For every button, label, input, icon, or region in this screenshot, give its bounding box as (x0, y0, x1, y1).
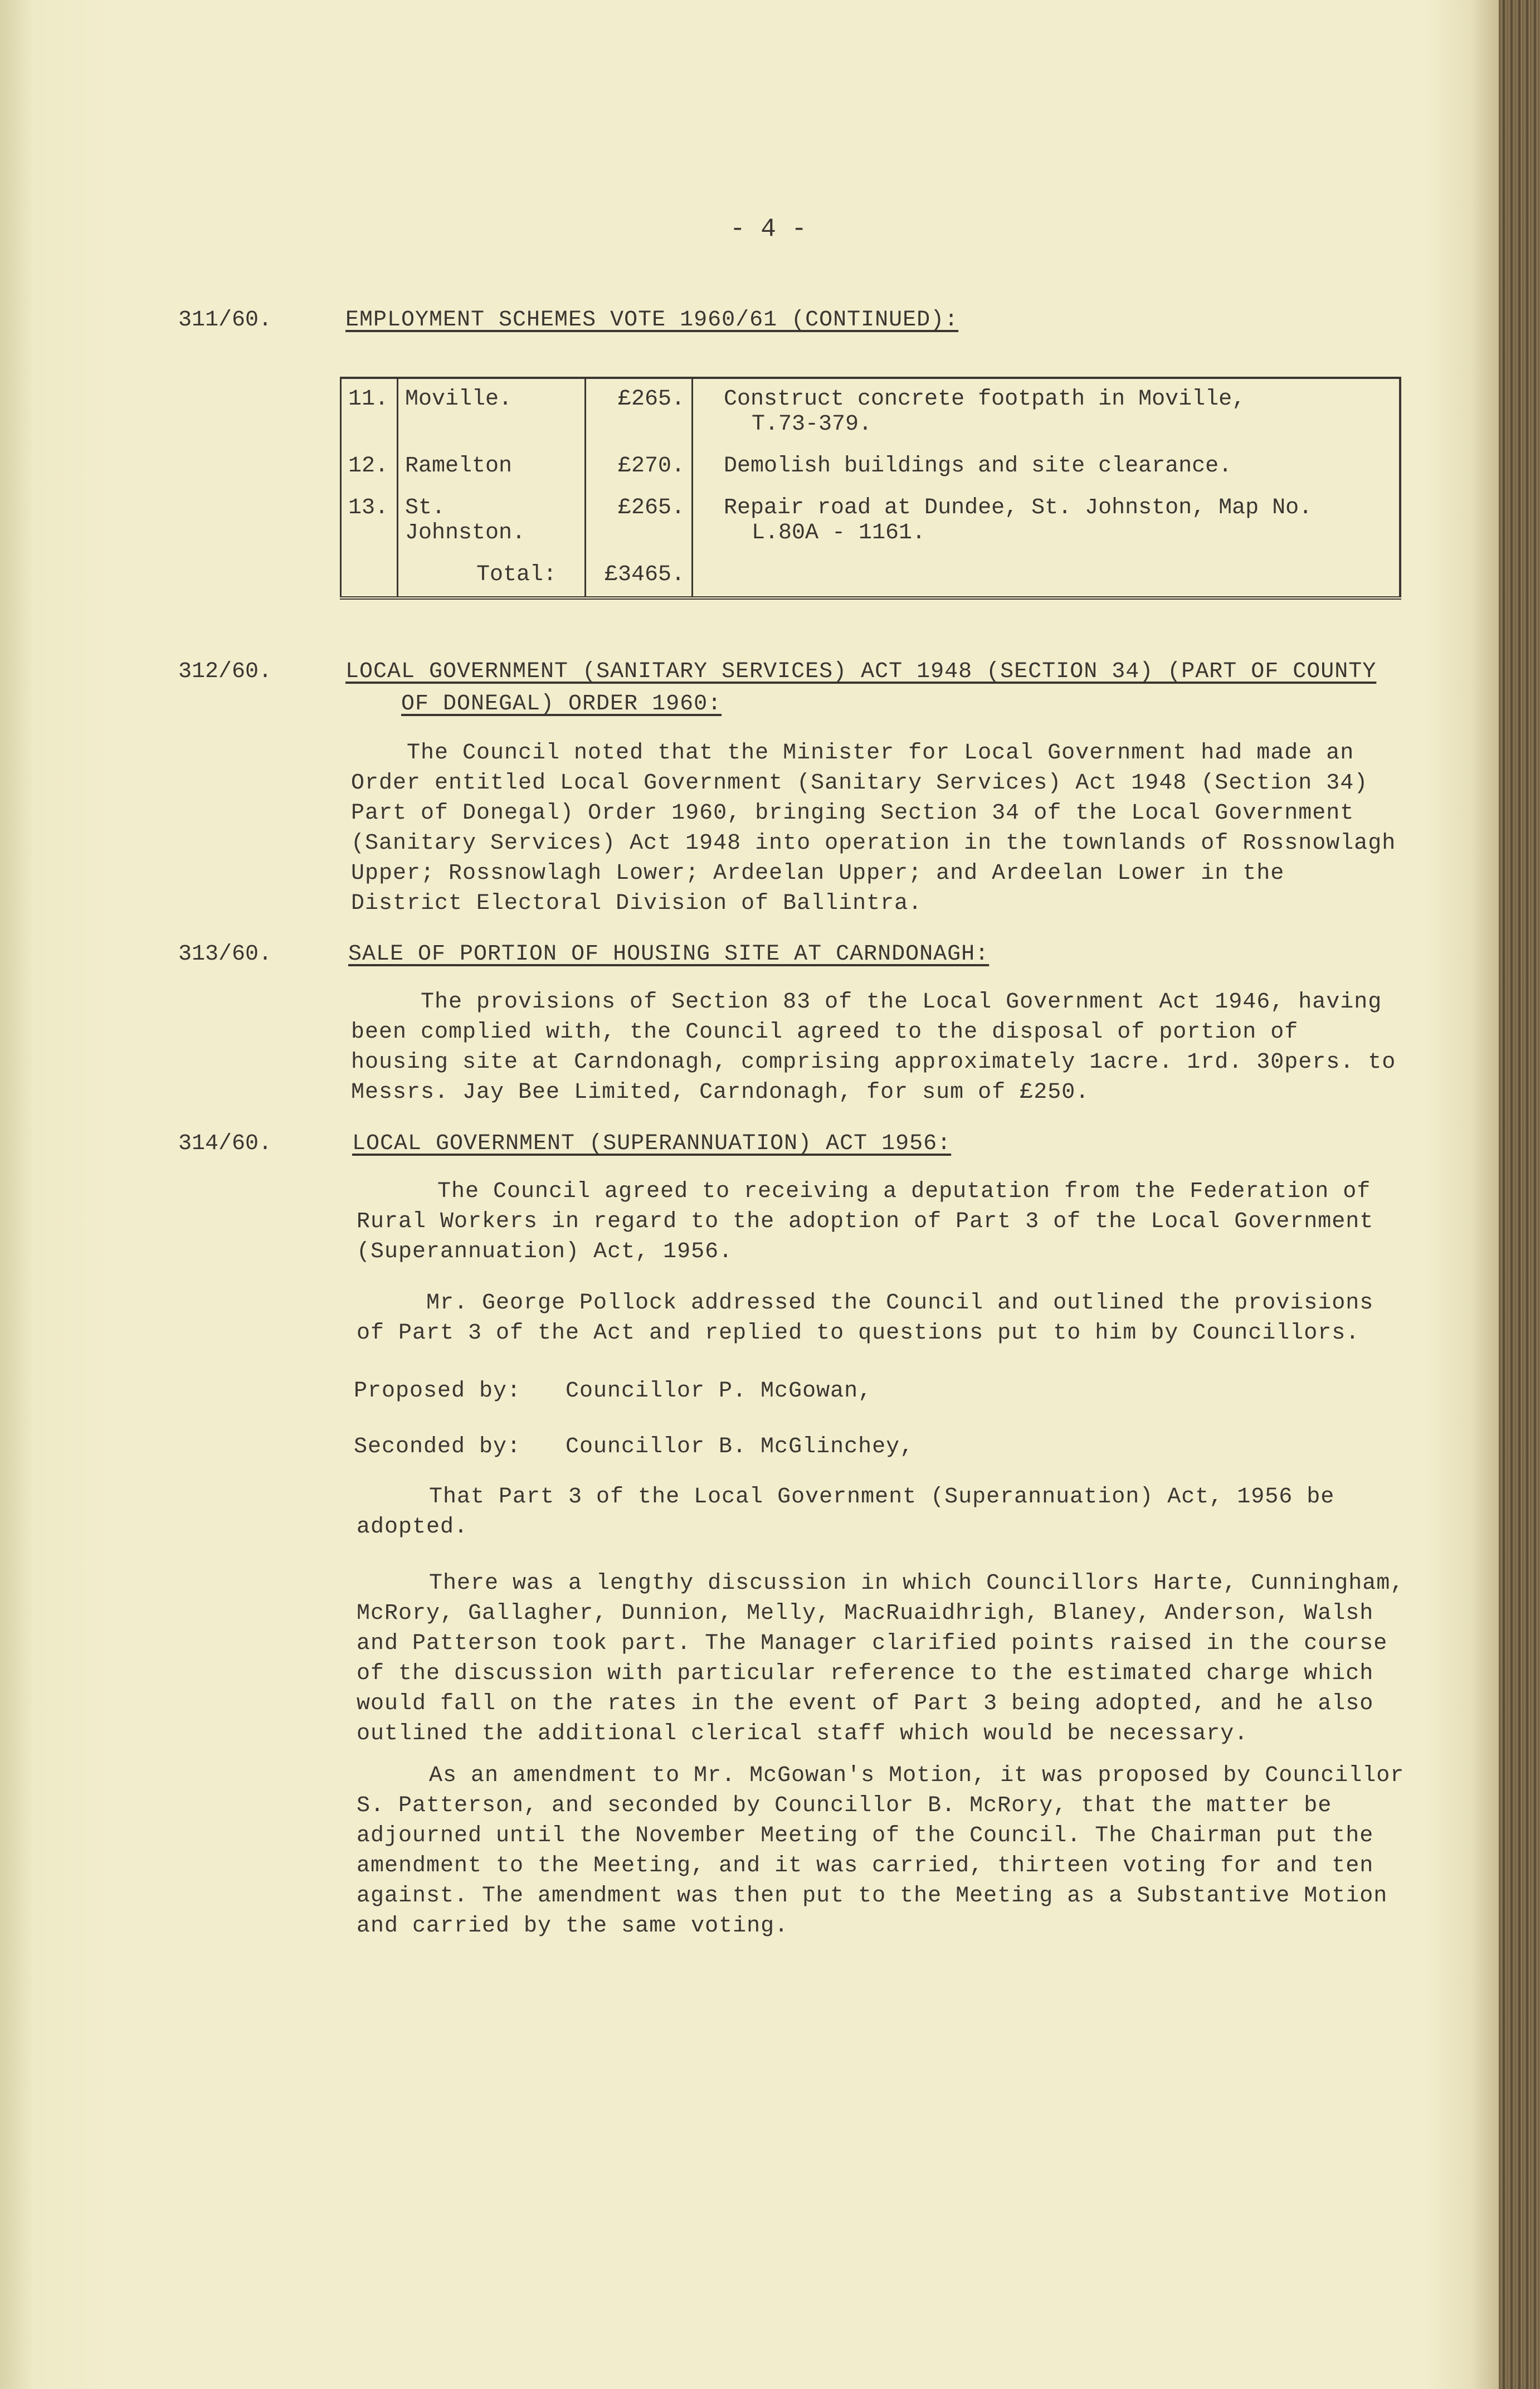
row-description (693, 488, 1401, 554)
seconded-label: Seconded by: (354, 1434, 522, 1459)
minute-heading-312-line1: LOCAL GOVERNMENT (SANITARY SERVICES) ACT 1948 (SECTION 34) (PART OF COUNTY (345, 659, 1377, 684)
minute-heading-311: EMPLOYMENT SCHEMES VOTE 1960/61 (CONTINUED): (345, 308, 959, 333)
minute-number-313: 313/60. (178, 942, 272, 967)
schemes-table (340, 377, 1401, 600)
row-place: Moville. (398, 378, 586, 446)
row-number: 12. (348, 454, 389, 479)
proposed-value: Councillor P. McGowan, (566, 1379, 873, 1404)
minute-body-312: The Council noted that the Minister for Local Government had made an Order entitled Local Government (Sanitary Services) Act 1948 (Section 34) Part of Donegal) Order 1960, bringing Section 34 of the Local Government (Sanitary Services) Act 1948 into operation in the townlands of Rossnowlagh Upper; Rossnowlagh Lower; Ardeelan Upper; and Ardeelan Lower in the District Electoral Division of Ballintra. (351, 741, 1396, 916)
row-description (693, 446, 1401, 488)
minute-heading-313: SALE OF PORTION OF HOUSING SITE AT CARNDONAGH: (348, 942, 990, 967)
minute-number-312: 312/60. (178, 659, 272, 684)
description-line: Repair road at Dundee, St. Johnston, Map No. (724, 495, 1313, 520)
row-number: 13. (348, 495, 389, 520)
description-line: L.80A - 1161. (752, 520, 926, 546)
description-line: Demolish buildings and site clearance. (724, 454, 1232, 479)
row-amount: £265. (586, 378, 693, 446)
empty-cell (693, 554, 1401, 598)
minute-body-313: The provisions of Section 83 of the Local Government Act 1946, having been complied with, the Council agreed to the disposal of portion of housing site at Carndonagh, comprising approximately 1acre. 1rd. 30pers. to Messrs. Jay Bee Limited, Carndonagh, for sum of £250. (351, 990, 1396, 1105)
total-label (398, 554, 586, 598)
minute-heading-314: LOCAL GOVERNMENT (SUPERANNUATION) ACT 1956: (352, 1131, 952, 1156)
description-line: T.73-379. (752, 412, 873, 437)
description-line: Construct concrete footpath in Moville, (724, 387, 1246, 412)
table-row (341, 378, 1401, 446)
minute-number-314: 314/60. (178, 1131, 272, 1156)
table-total-row (341, 554, 1401, 598)
book-binding (1499, 0, 1540, 2389)
total-amount: £3465. (586, 554, 693, 598)
minute-body-314-p3: That Part 3 of the Local Government (Superannuation) Act, 1956 be adopted. (357, 1485, 1335, 1540)
proposed-label: Proposed by: (354, 1379, 522, 1404)
minute-heading-312-line2: OF DONEGAL) ORDER 1960: (401, 692, 722, 717)
total-label-text: Total: (476, 562, 557, 587)
page-number: - 4 - (730, 215, 807, 244)
row-amount: £265. (586, 488, 693, 554)
row-amount: £270. (586, 446, 693, 488)
minute-body-314-p4: There was a lengthy discussion in which Councillors Harte, Cunningham, McRory, Gallagher, Dunnion, Melly, MacRuaidhrigh, Blaney, Anderson, Walsh and Patterson took part. The Manager clarified points raised in the course of the discussion with particular reference to the estimated charge which would fall on the rates in the event of Part 3 being adopted, and he also outlined the additional clerical staff which would be necessary. (357, 1571, 1405, 1746)
row-place: St. Johnston. (398, 488, 586, 554)
seconded-value: Councillor B. McGlinchey, (566, 1434, 914, 1459)
minute-body-314-p1: The Council agreed to receiving a deputation from the Federation of Rural Workers in regard to the adoption of Part 3 of the Local Government (Superannuation) Act, 1956. (357, 1179, 1374, 1264)
minute-body-314-p2: Mr. George Pollock addressed the Council and outlined the provisions of Part 3 of the Act and replied to questions put to him by Councillors. (357, 1291, 1374, 1346)
row-description (693, 378, 1401, 446)
table-row (341, 488, 1401, 554)
table-row (341, 446, 1401, 488)
minute-body-314-p5: As an amendment to Mr. McGowan's Motion, it was proposed by Councillor S. Patterson, and seconded by Councillor B. McRory, that the matter be adjourned until the November Meeting of the Council. The Chairman put the amendment to the Meeting, and it was carried, thirteen voting for and ten against. The amendment was then put to the Meeting as a Substantive Motion and carried by the same voting. (357, 1763, 1405, 1939)
minute-number-311: 311/60. (178, 308, 272, 333)
row-place: Ramelton (398, 446, 586, 488)
row-number: 11. (348, 387, 389, 412)
empty-cell (341, 554, 398, 598)
